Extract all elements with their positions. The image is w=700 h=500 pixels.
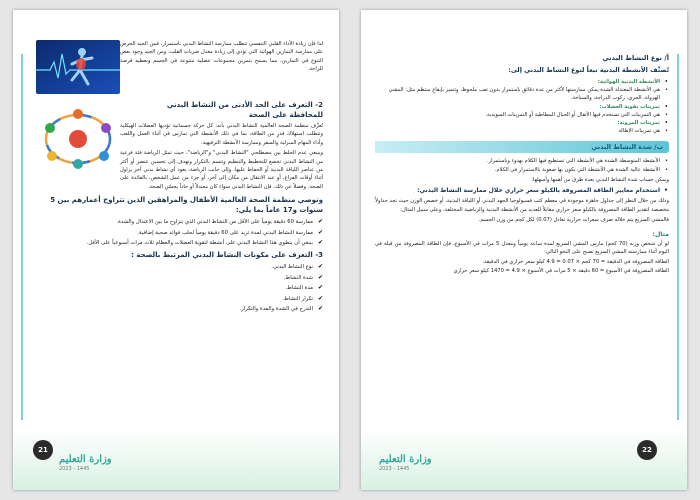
intro-paragraph: لذا فإن زيادة الأداء القلبي التنفسي تتطلب ممارسة النشاط البدني باستمرار، فمن الجيد الحرص على ممارسة التمارين الهوائية التي تؤدي إلى زيادة معدل ضربات القلب، ومن الجيد وجود بعض التنوع في التمارين، مما يسمح بتمرين مجموعات عضلية متنوعة في الجسم وبعطيه فرصة للراحة. [120,41,323,73]
year-label: 2023 - 1445 [379,466,410,472]
who-recommendations-list [31,218,323,248]
classify-list [375,78,669,135]
list-item: ✔ مدة النشاط. [31,284,323,293]
list-item: ✔ تكرار النشاط. [31,295,323,304]
list-item: • هي التمرينات التي تستخدم فيها الأثقال أو الحبال المطاطية أو التمرينات السويدية. [375,111,669,119]
classify-heading: تُصنَّف الأنشطة البدنية تبعاً لنوع النشاط البدني إلى: [508,66,669,74]
heading-activity-components: 3- التعرف على مكونات النشاط البدني المرتبط بالصحة : [131,251,323,260]
met-paragraph: وذلك من خلال النظر إلى جداول جاهزة موجودة في معظم كتب فسيولوجيا الجهد البدني أو اللياقة البدنية، أو خصص الوزن حيث تجد جداولاً مخصصة لتقدير الطاقة المصروفة بالكيلو سعر حراري مقابلاً للعديد من الأنشطة البدنية والرياضية المختلفة، وعلى سبيل المثال: [375,198,669,213]
page-number-badge: 22 [637,440,657,460]
page-number-badge: 21 [33,440,53,460]
list-item: • هي الأنشطة المعتدلة الشدة يمكن ممارستها لأكثر من عدة دقائق باستمرار بدون تعب ملحوظ، وتتميز بإيقاع منتظم مثل: المشي الهرولة، الجري، ركوب الدراجة، والسباحة. [375,86,669,102]
right-page [361,10,687,490]
list-item: • تمرينات المرونة: [375,119,669,127]
ministry-name: وزارة التعليم [59,454,112,465]
list-item: ✔ ممارسة النشاط البدني لمدة تزيد على 60 دقيقة يومياً لجلب فوائد صحية إضافية. [31,229,323,238]
list-item: • الأنشطة عالية الشدة هي الأنشطة التي يكون بها صعوبة بالاستمرار في الكلام. [375,166,669,174]
components-list [31,263,323,314]
calculation-line: الطاقة المصروفة في الأسبوع = 60 دقيقة × 5 مرات في الأسبوع × 4.9 = 1470 كيلو سعر حراري [453,267,669,274]
runner-heartbeat-image [36,40,120,94]
list-item: • تمرينات تقوية العضلات: [375,103,669,111]
left-decoration-line [21,54,23,420]
right-page-content [375,54,669,275]
example-label: مثال: [652,230,669,238]
list-item: ✔ ممارسة 60 دقيقة يومياً على الأقل من النشاط البدني الذي يتراوح ما بين الاعتدال والشدة. [31,218,323,227]
list-item: ✔ التدرج في الشدة والمدة والتكرار. [31,305,323,314]
left-page-content [31,40,323,316]
list-item: • هي تمرينات الإطالة [375,127,669,135]
list-item: ✔ ينبغي أن ينطوي هذا النشاط البدني على أنشطة لتقوية العضلات والعظام ثلاث مرات أسبوعياً على الأقل. [31,239,323,248]
activity-cycle-image [36,106,120,172]
right-decoration-line [677,54,679,420]
ministry-name: وزارة التعليم [379,454,432,465]
intensity-list [375,157,669,173]
ministry-logo [379,447,432,472]
list-item: • الأنشطة المتوسطة الشدة هي الأنشطة التي تستطيع فيها الكلام بهدوء وباستمرار. [375,157,669,165]
intensity-note: ويمكن حساب شدة النشاط البدني بعدة طرق من أهمها وأسهلها: [531,176,669,183]
brisk-walk-paragraph: فالمشي السريع يتم خلاله صرف سعرات حرارية تعادل (0.07) لكل كجم من وزن الجسم. [478,217,669,224]
ministry-logo [59,447,112,472]
example-paragraph: لو أن شخص وزنه (70 كجم) مارس المشي السريع لمدة ساعة يومياً ومعدل 5 مرات في الأسبوع، فإن الطاقة المصروفة من قبله في اليوم أثناء ممارسته المشي السريع تصبح على النحو التالي: [375,240,670,256]
section-b-title: ب/ شدة النشاط البدني [375,141,669,153]
calculation-line: الطاقة المصروفة في الدقيقة = 70 كجم × 0.07 = 4.9 كيلو سعر حراري في الدقيقة. [482,259,669,266]
list-item: • الأنشطة البدنية الهوائية: [375,78,669,86]
heading-minimum-activity: 2- التعرف على الحد الأدنى من النشاط البدني للمحافظة على الصحة [166,101,323,119]
list-item: ✔ شدة النشاط. [31,274,323,283]
met-heading: • استخدام معايير الطاقة المصروفة بالكيلو سعر حراري خلال ممارسة النشاط البدني: [375,187,669,195]
section-a-title: أ/ نوع النشاط البدني [602,54,669,62]
left-page [13,10,339,490]
paragraph-who-definition: تُعرِّف منظمة الصحة العالمية النشاط البدني بأنه: كل حركة جسمانية تؤديها العضلات الهيكلية وتتطلب استهلاك قدرٍ من الطاقة، بما في ذلك الأنشطة التي تمارس في أثناء العمل واللعب وأداء المهام المنزلية والسفر وممارسة الأنشطة الترفيهية. [120,123,323,146]
who-recommendation-heading: وتوصي منظمة الصحة العالمية الأطفال والمراهقين الذين تتراوح أعمارهم بين 5 سنوات و17 عاماً بما يلي: [50,196,323,215]
paragraph-activity-vs-sport: وينبغي عدم الخلط بين مصطلحي "النشاط البدني" و"الرياضة"، حيث تمثل الرياضة فئة فرعية من النشاط البدني تخضع للتخطيط والتنظيم وتتسم بالتكرار وتهدف إلى تحسين عنصر أو أكثر من عناصر اللياقة البدنية أو الحفاظ عليها. وإلى جانب الرياضة، يعود أي نشاط بدني آخر يزاول أثناء أوقات الفراغ، أو عند الانتقال من مكان إلى آخر، أو جزء من عمل الشخص، بالفائدة على الصحة. وفضلاً عن ذلك، فإن النشاط البدني سواء كان معتدلاً أو حاداً يحسّن الصحة. [120,150,323,190]
list-item: ✔ نوع النشاط البدني. [31,263,323,272]
met-list [375,187,669,195]
year-label: 2023 - 1445 [59,466,90,472]
